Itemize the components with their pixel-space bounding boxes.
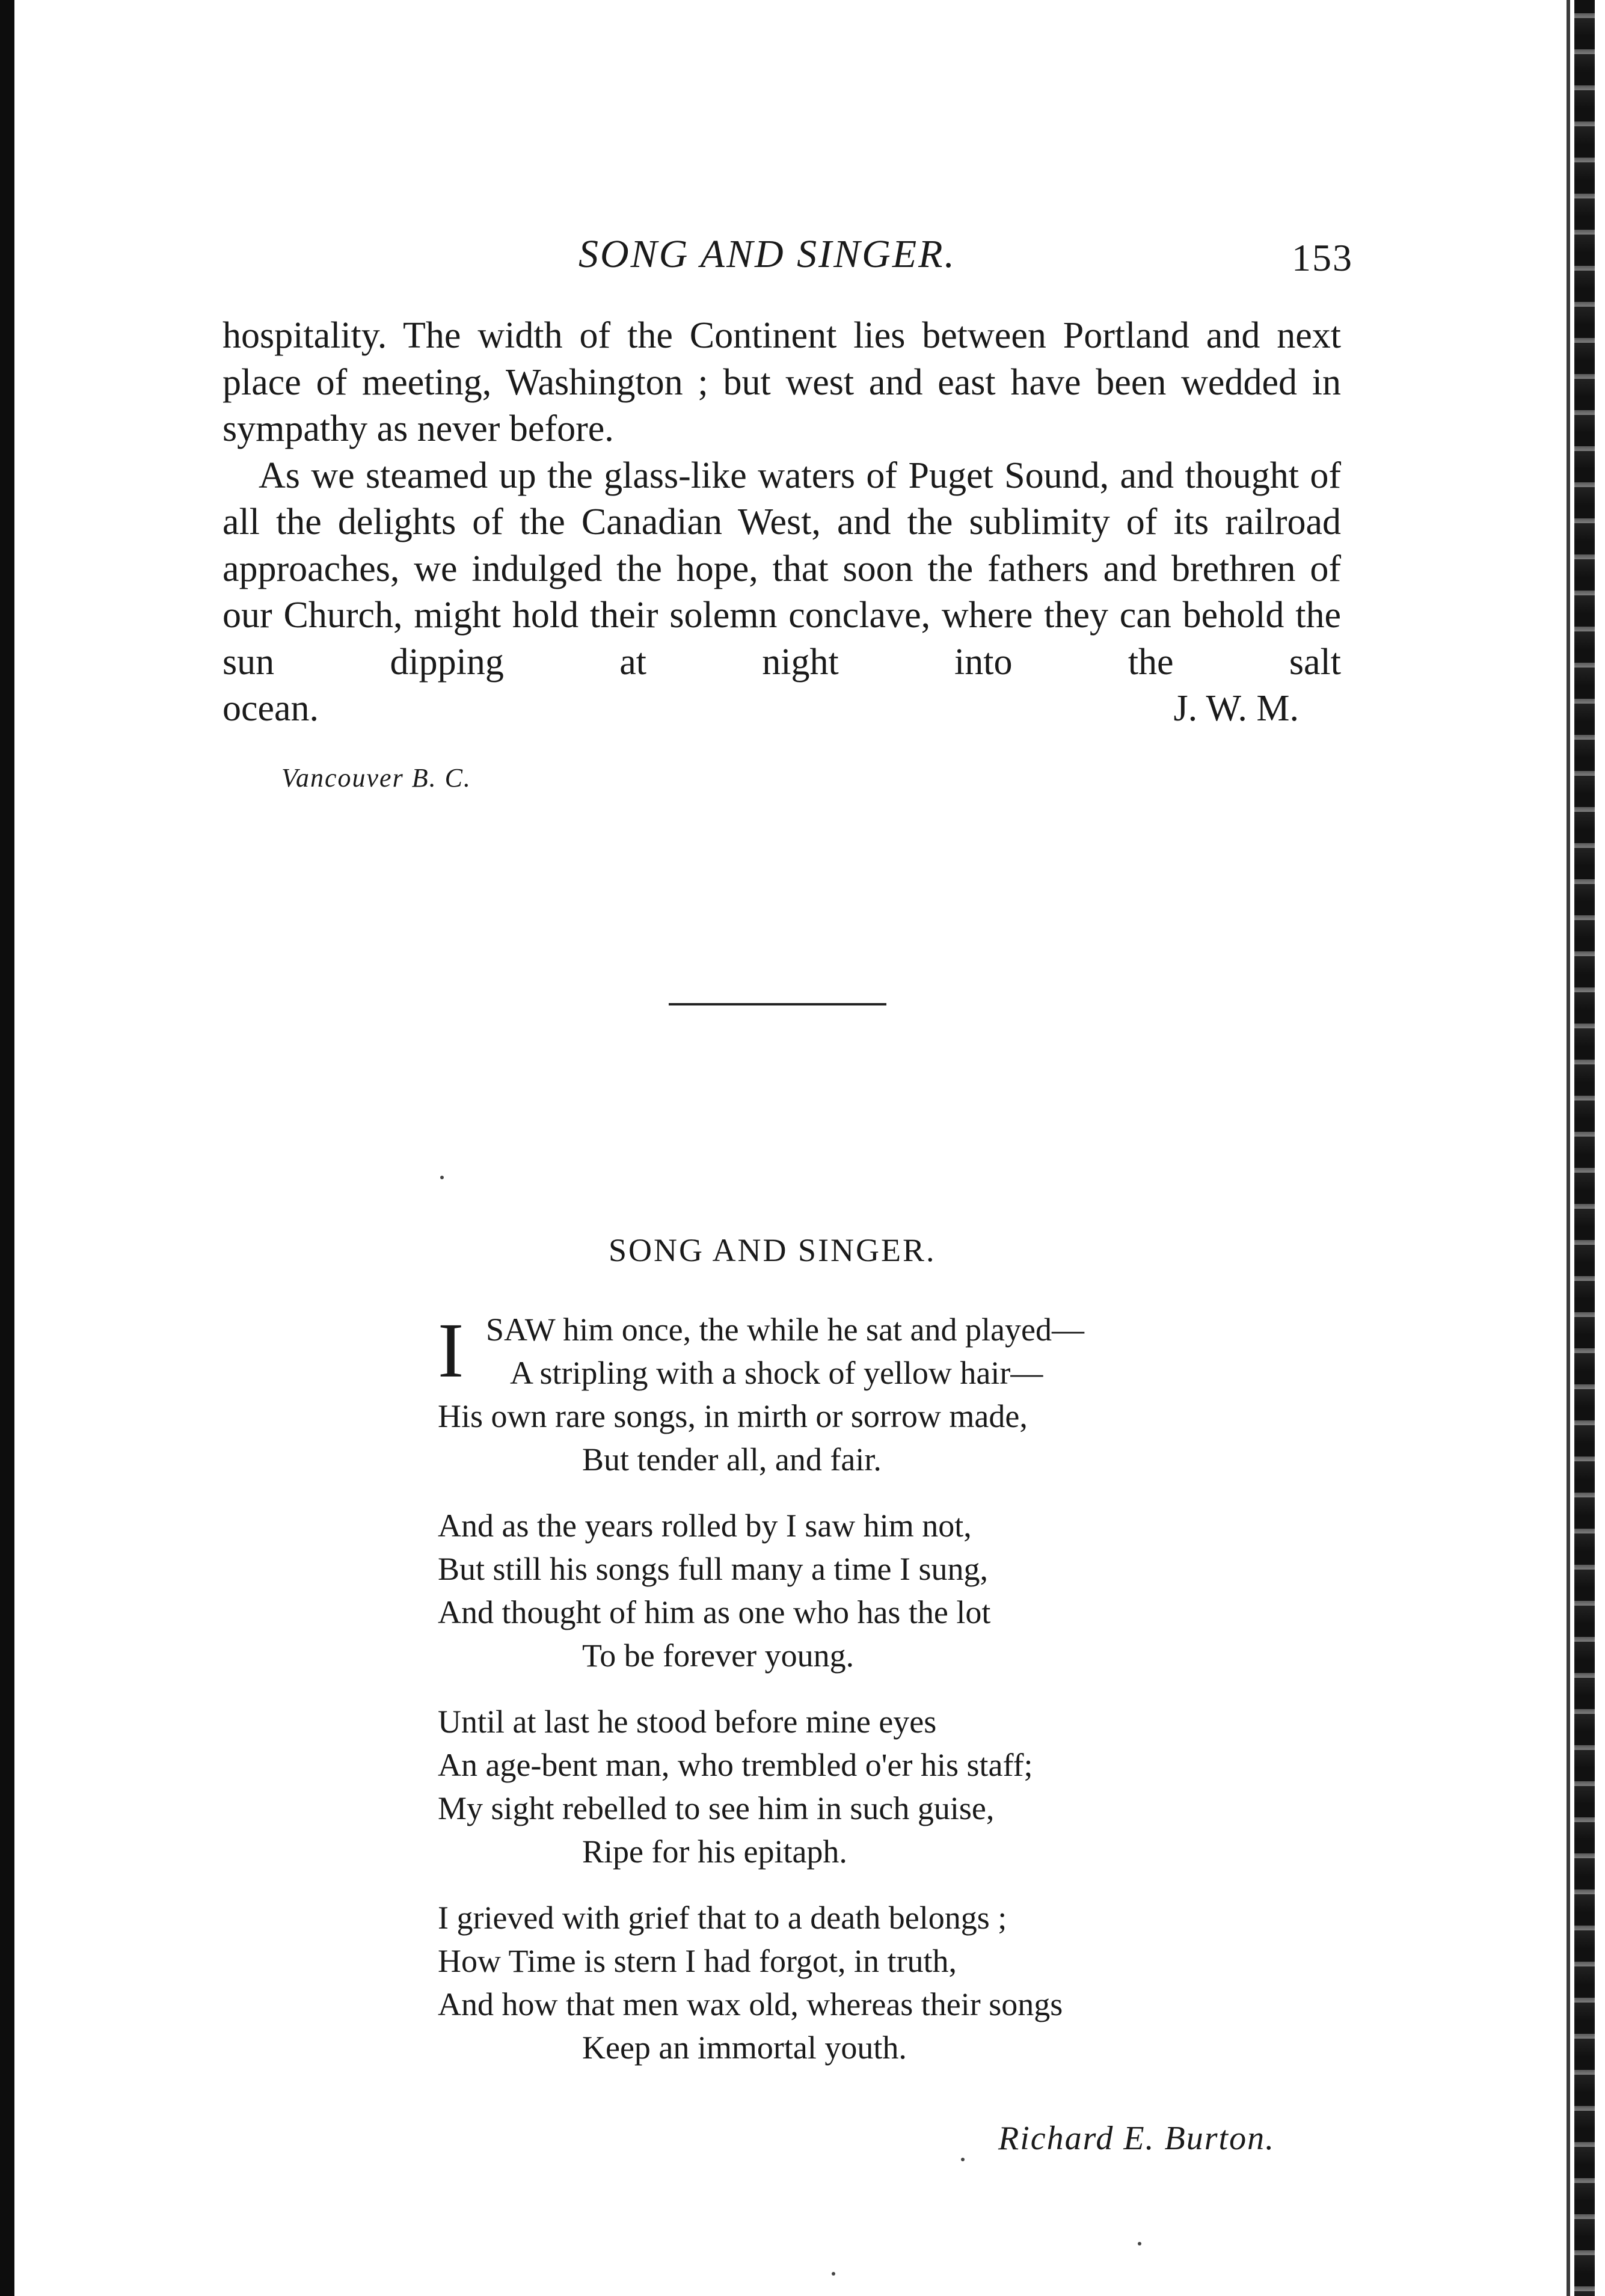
poem-author: Richard E. Burton. bbox=[998, 2120, 1275, 2157]
place-line: Vancouver B. C. bbox=[281, 763, 471, 793]
poem-body bbox=[438, 1308, 1340, 2092]
poem-line: And how that men wax old, whereas their songs bbox=[438, 1986, 1063, 2022]
scan-speck bbox=[1138, 2242, 1141, 2245]
poem-line: And thought of him as one who has the lot bbox=[438, 1594, 991, 1630]
poem-line: Ripe for his epitaph. bbox=[582, 1834, 847, 1870]
scan-speck bbox=[440, 1176, 444, 1179]
paragraph-continued: hospitality. The width of the Continent lies between Portland and next place of meeting, Washington ; but west and east have been wedded in sympathy as never before. bbox=[222, 315, 1341, 449]
poem-line: But still his songs full many a time I sung, bbox=[438, 1551, 988, 1587]
signature-line bbox=[222, 686, 1299, 732]
stanza-4 bbox=[438, 1896, 1340, 2069]
poem-line: I grieved with grief that to a death belongs ; bbox=[438, 1900, 1007, 1936]
stanza-2 bbox=[438, 1504, 1340, 1677]
scan-speck bbox=[832, 2272, 835, 2276]
section-divider bbox=[669, 1003, 886, 1005]
scan-edge-left bbox=[0, 0, 14, 2296]
poem-line: My sight rebelled to see him in such guise, bbox=[438, 1790, 995, 1826]
scan-edge-right bbox=[1574, 0, 1595, 2296]
poem-line: SAW him once, the while he sat and played— bbox=[486, 1312, 1084, 1348]
dropcap-block bbox=[438, 1308, 1340, 1395]
running-title: SONG AND SINGER. bbox=[578, 232, 956, 276]
poem-title: SONG AND SINGER. bbox=[609, 1232, 936, 1268]
author-initials: J. W. M. bbox=[1173, 688, 1299, 729]
drop-cap: I bbox=[438, 1307, 464, 1394]
page-number: 153 bbox=[1292, 236, 1353, 279]
paragraph-end-text: ocean. bbox=[222, 688, 319, 729]
poem-line: His own rare songs, in mirth or sorrow made, bbox=[438, 1398, 1028, 1434]
poem-line: A stripling with a shock of yellow hair— bbox=[510, 1355, 1043, 1391]
poem-line: How Time is stern I had forgot, in truth, bbox=[438, 1943, 957, 1979]
stanza-3 bbox=[438, 1700, 1340, 1873]
poem-line: Keep an immortal youth. bbox=[582, 2030, 907, 2066]
prose-body bbox=[222, 313, 1341, 732]
poem-line: But tender all, and fair. bbox=[582, 1441, 882, 1478]
poem-line: To be forever young. bbox=[582, 1638, 855, 1674]
poem-line: Until at last he stood before mine eyes bbox=[438, 1704, 937, 1740]
paragraph-puget-sound: As we steamed up the glass-like waters of Puget Sound, and thought of all the delights of the Canadian West, and the sublimity of its railroad approaches, we indulged the hope, that soon the fathers and brethren of our Church, might hold their solemn conclave, where they can behold the sun dipping at night into the salt bbox=[222, 455, 1341, 683]
scan-edge-right-inner bbox=[1567, 0, 1570, 2296]
poem-line: And as the years rolled by I saw him not, bbox=[438, 1508, 972, 1544]
stanza-1 bbox=[438, 1308, 1340, 1481]
scan-speck bbox=[961, 2158, 965, 2161]
poem-line: An age-bent man, who trembled o'er his staff; bbox=[438, 1747, 1033, 1783]
